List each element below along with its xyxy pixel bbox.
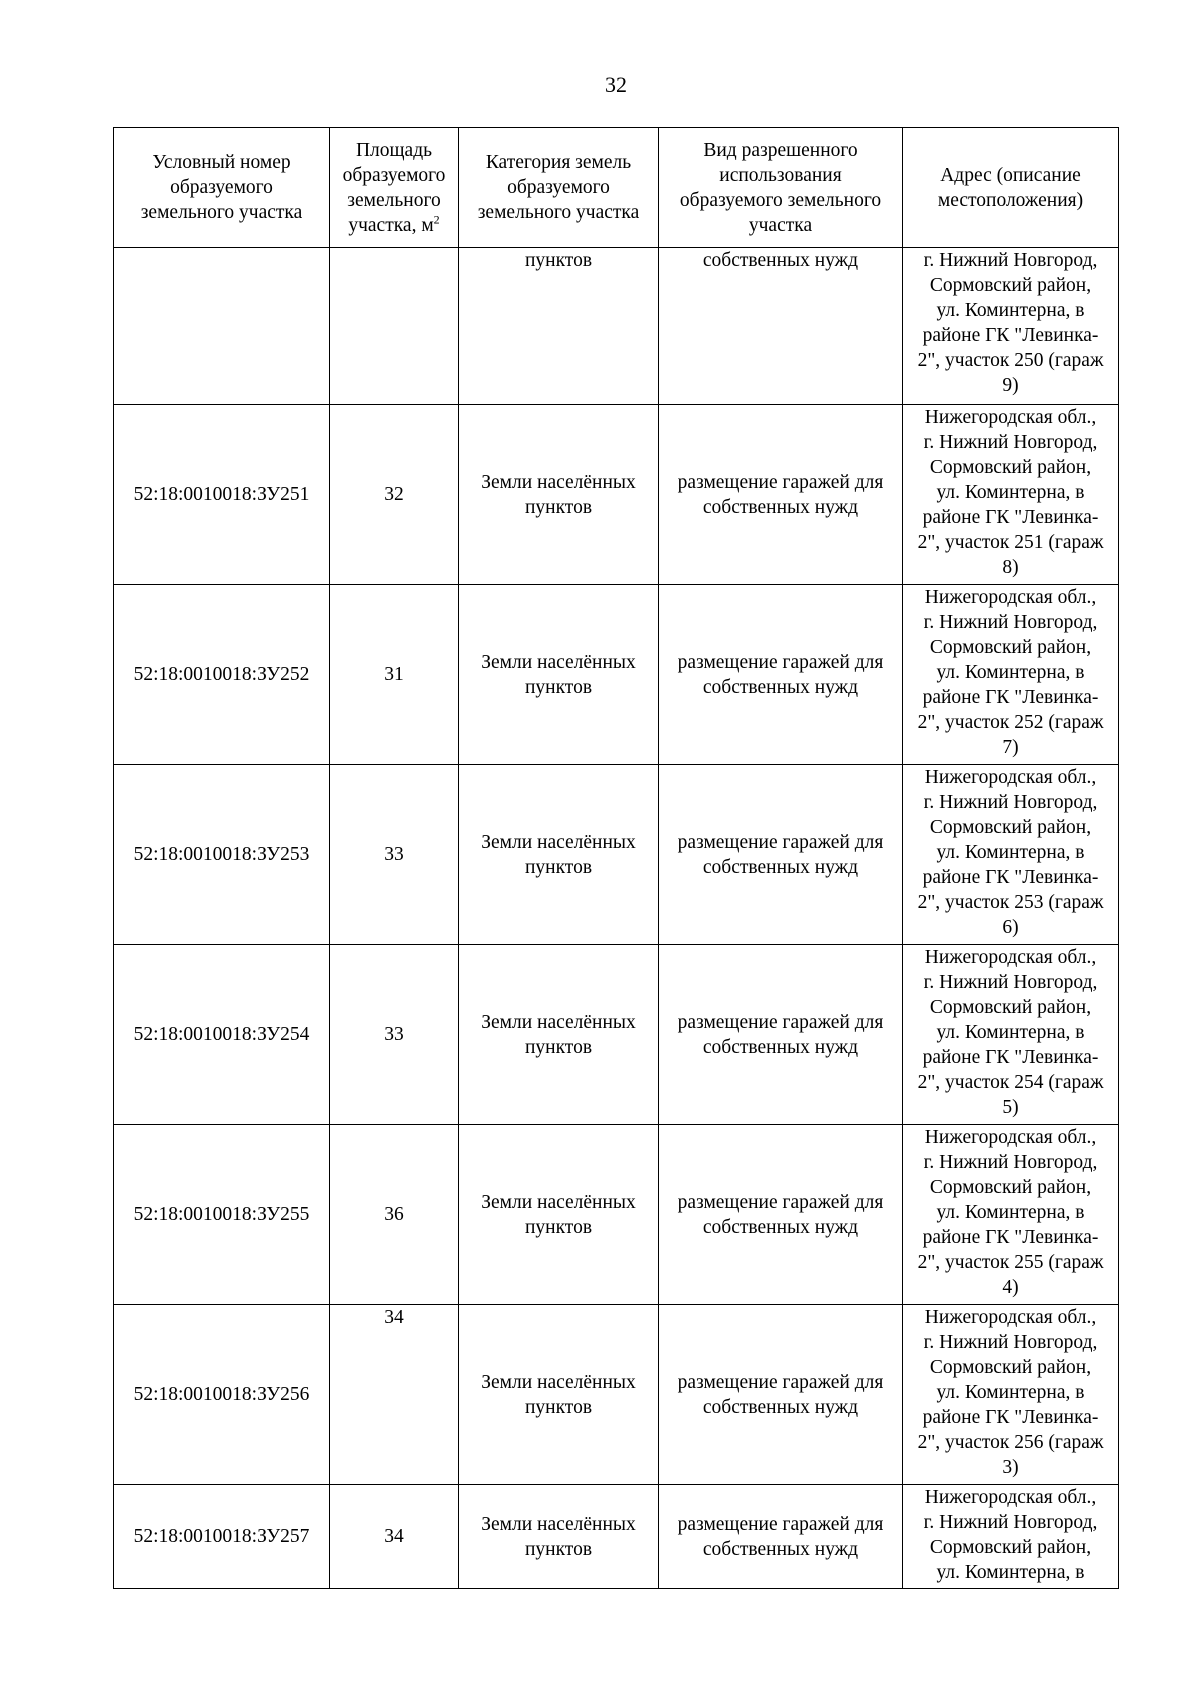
table-header xyxy=(114,128,1119,248)
cell-line: районе ГК "Левинка- xyxy=(922,507,1099,528)
cell-line: собственных нужд xyxy=(702,250,859,271)
header-line: образуемого xyxy=(342,164,446,186)
cell-line: ул. Коминтерна, в xyxy=(936,1562,1085,1583)
cell-line: 3) xyxy=(1002,1457,1019,1478)
cell-line: пунктов xyxy=(524,676,593,698)
cell-line: Сормовский район, xyxy=(929,1537,1092,1558)
cell-line: ул. Коминтерна, в xyxy=(936,1022,1085,1043)
cell-line: г. Нижний Новгород, xyxy=(923,792,1098,813)
header-line: Условный номер xyxy=(152,152,291,173)
cell-line: собственных нужд xyxy=(702,496,859,518)
cell-land-category xyxy=(459,1125,659,1305)
cell-permitted-use xyxy=(659,585,903,765)
cell-land-category xyxy=(459,248,659,405)
cell-line: районе ГК "Левинка- xyxy=(922,687,1099,708)
cell-line: Сормовский район, xyxy=(929,637,1092,658)
cell-line: ул. Коминтерна, в xyxy=(936,300,1085,321)
cell-line: 5) xyxy=(1002,1097,1019,1118)
cell-line: пунктов xyxy=(524,250,593,271)
header-line: Вид разрешенного xyxy=(703,139,858,161)
cell-line: Нижегородская обл., xyxy=(924,587,1097,608)
cell-area: 32 xyxy=(330,405,459,585)
cell-address xyxy=(903,405,1119,585)
cell-line: пунктов xyxy=(524,1036,593,1058)
cell-land-category xyxy=(459,945,659,1125)
header-address xyxy=(903,128,1119,248)
cell-line: г. Нижний Новгород, xyxy=(923,972,1098,993)
cell-area: 33 xyxy=(330,945,459,1125)
cell-line: размещение гаражей для xyxy=(677,1011,884,1033)
cell-line: г. Нижний Новгород, xyxy=(923,250,1098,271)
cell-address xyxy=(903,1305,1119,1485)
cell-line: размещение гаражей для xyxy=(677,1513,884,1535)
cell-line: пунктов xyxy=(524,1396,593,1418)
header-line: образуемого xyxy=(507,177,610,198)
cell-line: Земли населённых xyxy=(481,1011,636,1033)
cell-line: Сормовский район, xyxy=(929,1357,1092,1378)
cell-line: собственных нужд xyxy=(702,676,859,698)
cell-address xyxy=(903,248,1119,405)
header-permitted-use xyxy=(659,128,903,248)
cell-plot-number xyxy=(114,248,330,405)
cell-line: пунктов xyxy=(524,1538,593,1560)
cell-line: ул. Коминтерна, в xyxy=(936,842,1085,863)
cell-line: Сормовский район, xyxy=(929,457,1092,478)
cell-line: 2", участок 256 (гараж xyxy=(917,1432,1104,1453)
header-line: Площадь xyxy=(355,139,433,161)
cell-line: собственных нужд xyxy=(702,856,859,878)
header-area xyxy=(330,128,459,248)
table-row xyxy=(114,1485,1119,1589)
cell-line: Земли населённых xyxy=(481,1371,636,1393)
cell-line: районе ГК "Левинка- xyxy=(922,1407,1099,1428)
table-body xyxy=(114,248,1119,1589)
header-land-category xyxy=(459,128,659,248)
cell-line: пунктов xyxy=(524,1216,593,1238)
header-area-unit: участка, м xyxy=(348,214,434,236)
header-plot-number xyxy=(114,128,330,248)
cell-address xyxy=(903,765,1119,945)
header-row xyxy=(114,128,1119,248)
cell-line: пунктов xyxy=(524,856,593,878)
cell-area: 34 xyxy=(330,1305,459,1485)
cell-area: 36 xyxy=(330,1125,459,1305)
cell-plot-number: 52:18:0010018:ЗУ251 xyxy=(114,405,330,585)
header-line: земельного xyxy=(347,189,441,211)
cell-plot-number: 52:18:0010018:ЗУ257 xyxy=(114,1485,330,1589)
cell-permitted-use xyxy=(659,405,903,585)
cell-line: 8) xyxy=(1002,557,1019,578)
cell-area: 33 xyxy=(330,765,459,945)
cell-permitted-use xyxy=(659,1125,903,1305)
cell-line: Земли населённых xyxy=(481,471,636,493)
cell-area: 34 xyxy=(330,1485,459,1589)
cell-plot-number: 52:18:0010018:ЗУ254 xyxy=(114,945,330,1125)
header-line-with-unit xyxy=(331,213,457,238)
cell-line: собственных нужд xyxy=(702,1396,859,1418)
cell-line: размещение гаражей для xyxy=(677,651,884,673)
cell-address xyxy=(903,1485,1119,1589)
cell-permitted-use xyxy=(659,765,903,945)
cell-line: собственных нужд xyxy=(702,1036,859,1058)
header-line: Адрес (описание xyxy=(940,164,1081,186)
cell-line: 6) xyxy=(1002,917,1019,938)
cell-line: Нижегородская обл., xyxy=(924,1307,1097,1328)
cell-permitted-use xyxy=(659,248,903,405)
cell-line: ул. Коминтерна, в xyxy=(936,1382,1085,1403)
cell-line: ул. Коминтерна, в xyxy=(936,1202,1085,1223)
cell-line: 2", участок 253 (гараж xyxy=(917,892,1104,913)
cell-plot-number: 52:18:0010018:ЗУ253 xyxy=(114,765,330,945)
header-line: использования xyxy=(719,164,842,186)
cell-line: собственных нужд xyxy=(702,1538,859,1560)
cell-plot-number: 52:18:0010018:ЗУ255 xyxy=(114,1125,330,1305)
cell-line: Сормовский район, xyxy=(929,997,1092,1018)
cell-line: Нижегородская обл., xyxy=(924,407,1097,428)
cell-line: Сормовский район, xyxy=(929,817,1092,838)
cell-line: размещение гаражей для xyxy=(677,471,884,493)
cell-area xyxy=(330,248,459,405)
cell-line: пунктов xyxy=(524,496,593,518)
cell-line: Нижегородская обл., xyxy=(924,1487,1097,1508)
cell-permitted-use xyxy=(659,1305,903,1485)
cell-line: районе ГК "Левинка- xyxy=(922,1227,1099,1248)
cell-line: Земли населённых xyxy=(481,831,636,853)
cell-line: г. Нижний Новгород, xyxy=(923,1332,1098,1353)
cell-line: размещение гаражей для xyxy=(677,1371,884,1393)
cell-land-category xyxy=(459,585,659,765)
cell-line: 2", участок 252 (гараж xyxy=(917,712,1104,733)
page-number: 32 xyxy=(605,72,627,97)
cell-land-category xyxy=(459,765,659,945)
cell-line: г. Нижний Новгород, xyxy=(923,612,1098,633)
table-row xyxy=(114,585,1119,765)
cell-line: Сормовский район, xyxy=(929,1177,1092,1198)
cell-line: Нижегородская обл., xyxy=(924,1127,1097,1148)
cell-line: размещение гаражей для xyxy=(677,831,884,853)
header-line: земельного участка xyxy=(477,202,640,223)
header-area-unit-superscript: 2 xyxy=(433,212,440,226)
cell-line: 2", участок 255 (гараж xyxy=(917,1252,1104,1273)
cell-plot-number: 52:18:0010018:ЗУ252 xyxy=(114,585,330,765)
cell-line: 9) xyxy=(1002,375,1019,396)
cell-area: 31 xyxy=(330,585,459,765)
header-line: образуемого xyxy=(170,177,273,198)
cell-address xyxy=(903,585,1119,765)
cell-land-category xyxy=(459,1305,659,1485)
land-plots-table xyxy=(113,127,1119,1589)
table-row-continuation xyxy=(114,248,1119,405)
cell-line: Земли населённых xyxy=(481,1513,636,1535)
cell-line: г. Нижний Новгород, xyxy=(923,1152,1098,1173)
cell-line: районе ГК "Левинка- xyxy=(922,867,1099,888)
cell-line: собственных нужд xyxy=(702,1216,859,1238)
cell-land-category xyxy=(459,405,659,585)
table-row xyxy=(114,1125,1119,1305)
cell-line: районе ГК "Левинка- xyxy=(922,325,1099,346)
cell-line: Нижегородская обл., xyxy=(924,767,1097,788)
cell-line: районе ГК "Левинка- xyxy=(922,1047,1099,1068)
cell-address xyxy=(903,1125,1119,1305)
cell-line: г. Нижний Новгород, xyxy=(923,1512,1098,1533)
cell-line: Сормовский район, xyxy=(929,275,1092,296)
cell-land-category xyxy=(459,1485,659,1589)
cell-line: Земли населённых xyxy=(481,1191,636,1213)
cell-address xyxy=(903,945,1119,1125)
table-row xyxy=(114,405,1119,585)
cell-line: Земли населённых xyxy=(481,651,636,673)
cell-line: Нижегородская обл., xyxy=(924,947,1097,968)
cell-line: 2", участок 251 (гараж xyxy=(917,532,1104,553)
table-row xyxy=(114,765,1119,945)
header-line: земельного участка xyxy=(140,202,303,223)
table-row xyxy=(114,945,1119,1125)
cell-line: 2", участок 254 (гараж xyxy=(917,1072,1104,1093)
table-row xyxy=(114,1305,1119,1485)
cell-permitted-use xyxy=(659,1485,903,1589)
cell-line: г. Нижний Новгород, xyxy=(923,432,1098,453)
header-line: участка xyxy=(748,214,813,236)
header-line: Категория земель xyxy=(485,152,632,173)
cell-line: ул. Коминтерна, в xyxy=(936,662,1085,683)
cell-plot-number: 52:18:0010018:ЗУ256 xyxy=(114,1305,330,1485)
cell-line: ул. Коминтерна, в xyxy=(936,482,1085,503)
header-line: образуемого земельного xyxy=(679,189,882,211)
cell-line: 2", участок 250 (гараж xyxy=(917,350,1104,371)
header-line: местоположения) xyxy=(937,189,1084,211)
cell-line: 4) xyxy=(1002,1277,1019,1298)
cell-line: 7) xyxy=(1002,737,1019,758)
cell-line: размещение гаражей для xyxy=(677,1191,884,1213)
cell-permitted-use xyxy=(659,945,903,1125)
